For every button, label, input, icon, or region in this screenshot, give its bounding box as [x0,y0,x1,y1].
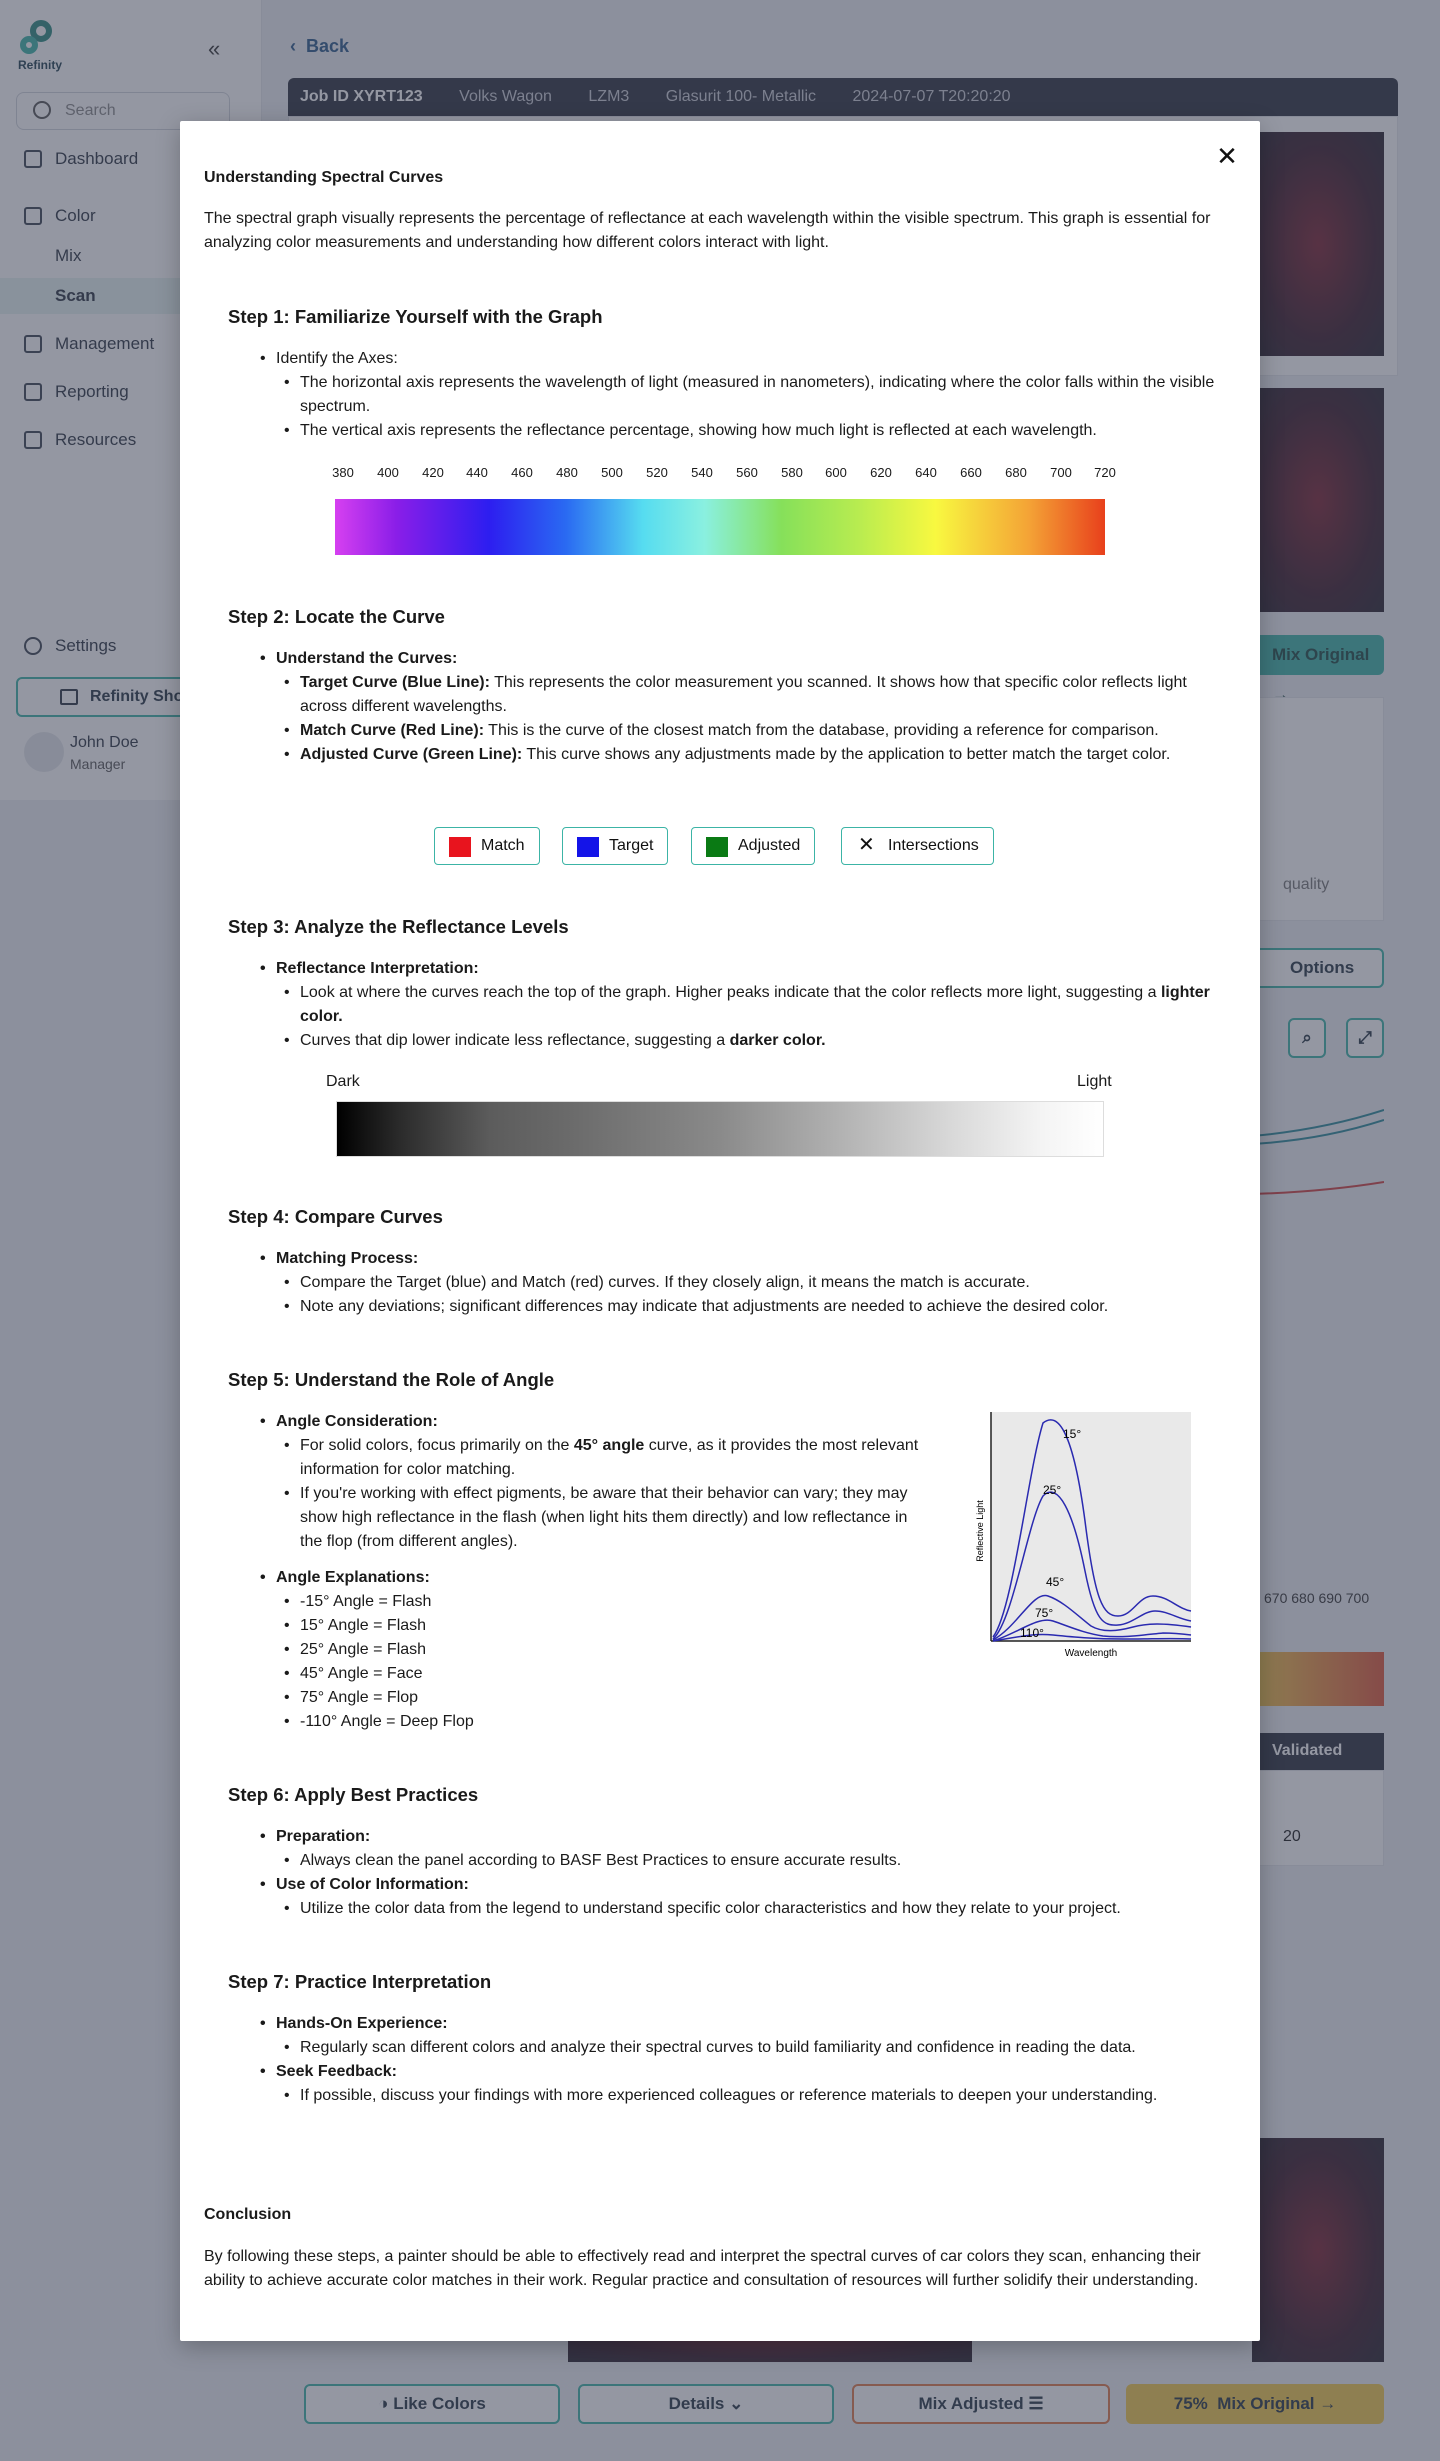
wavelength-tick: 660 [960,465,982,480]
step2-heading: Step 2: Locate the Curve [228,606,445,627]
angle-item: • 75° Angle = Flop [228,1686,928,1710]
chart-label: 110° [1020,1626,1044,1640]
wavelength-tick: 640 [915,465,937,480]
step6-sub2: • Utilize the color data from the legend to understand specific color characteristics and how they relate to your project. [228,1897,1228,1921]
chart-xlabel: Wavelength [1064,1648,1118,1659]
wavelength-tick: 440 [466,465,488,480]
chart-label: 25° [1043,1483,1062,1497]
modal-intro: The spectral graph visually represents the percentage of reflectance at each wavelength within the visible spectrum. This graph is essential for analyzing color measurements and understanding how different colors interact with light. [204,210,1211,251]
wavelength-tick: 560 [736,465,758,480]
step1-sub2: • The vertical axis represents the reflectance percentage, showing how much light is reflected at each wavelength. [228,419,1228,443]
legend-intersections-toggle[interactable] [841,827,994,865]
wavelength-tick: 380 [332,465,354,480]
wavelength-tick: 460 [511,465,533,480]
conclusion-text: By following these steps, a painter should be able to effectively read and interpret the spectral curves of car colors they scan, enhancing their ability to achieve accurate color matches in their work. Regular practice and consultation of resources will further solidify their understanding. [204,2248,1201,2289]
step5-sub1-text2: curve, as it provides the most relevant information for color matching. [300,1437,919,1478]
adjusted-curve-text: This curve shows any adjustments made by the application to better match the target color. [522,746,1171,763]
angle-item: • -110° Angle = Deep Flop [228,1710,928,1734]
legend-intersections-label: Intersections [888,837,979,854]
legend-target-toggle[interactable] [562,827,668,865]
step2-item: • Understand the Curves: [228,647,1228,671]
wavelength-tick: 620 [870,465,892,480]
step3-sub2-bold: darker color. [729,1032,826,1049]
wavelength-tick: 420 [422,465,444,480]
wavelength-ticks [325,465,1125,485]
step7-sub1: • Regularly scan different colors and analyze their spectral curves to build familiarity and confidence in reading the data. [228,2036,1228,2060]
wavelength-tick: 720 [1094,465,1116,480]
step6-body [228,1825,1228,1921]
target-swatch [577,837,599,857]
wavelength-tick: 600 [825,465,847,480]
angle-item: • 45° Angle = Face [228,1662,928,1686]
legend-adjusted-label: Adjusted [738,837,801,854]
chart-label: 75° [1035,1606,1054,1620]
legend-match-toggle[interactable] [434,827,540,865]
reflectance-gradient-bar [336,1101,1104,1157]
spectral-curves-modal [180,121,1260,2341]
step4-item: • Matching Process: [228,1247,1228,1271]
step4-sub2: • Note any deviations; significant differences may indicate that adjustments are needed to achieve the desired color. [228,1295,1228,1319]
angle-curves-chart [973,1411,1193,1661]
step1-item: • Identify the Axes: [228,347,1228,371]
step4-body [228,1247,1228,1319]
step5-sub1-text: For solid colors, focus primarily on the [300,1437,574,1454]
step3-sub1-bold: lighter color. [300,984,1210,1025]
step6-item2: • Use of Color Information: [228,1873,1228,1897]
step6-sub1: • Always clean the panel according to BASF Best Practices to ensure accurate results. [228,1849,1228,1873]
legend-target-label: Target [609,837,654,854]
step3-item: • Reflectance Interpretation: [228,957,1228,981]
step5-heading: Step 5: Understand the Role of Angle [228,1369,555,1390]
step3-heading: Step 3: Analyze the Reflectance Levels [228,916,569,937]
step3-body [228,957,1228,1053]
step2-adjusted-curve [228,743,1228,767]
chart-label: 45° [1046,1575,1065,1589]
step7-body [228,2012,1228,2108]
step5-sub1 [228,1434,928,1482]
wavelength-tick: 520 [646,465,668,480]
angle-item: • -15° Angle = Flash [228,1590,928,1614]
modal-title: Understanding Spectral Curves [204,169,444,186]
step4-sub1: • Compare the Target (blue) and Match (red) curves. If they closely align, it means the match is accurate. [228,1271,1228,1295]
wavelength-tick: 480 [556,465,578,480]
step5-sub2: • If you're working with effect pigments, be aware that their behavior can vary; they may show high reflectance in the flash (when light hits them directly) and low reflectance in the flop (from different angles). [228,1482,928,1554]
step5-item1: • Angle Consideration: [228,1410,928,1434]
legend-adjusted-toggle[interactable] [691,827,815,865]
wavelength-tick: 500 [601,465,623,480]
match-curve-text: This is the curve of the closest match from the database, providing a reference for comparison. [484,722,1159,739]
visible-spectrum-bar [335,499,1105,555]
step4-heading: Step 4: Compare Curves [228,1206,443,1227]
step7-item2: • Seek Feedback: [228,2060,1228,2084]
angle-item: • 25° Angle = Flash [228,1638,928,1662]
chart-label: 15° [1063,1427,1082,1441]
wavelength-tick: 680 [1005,465,1027,480]
angle-item: • 15° Angle = Flash [228,1614,928,1638]
step2-match-curve [228,719,1228,743]
wavelength-tick: 540 [691,465,713,480]
step2-body [228,647,1228,767]
close-icon[interactable]: ✕ [1216,141,1238,171]
step5-body [228,1410,928,1734]
match-curve-label: Match Curve (Red Line): [300,722,485,739]
step1-body [228,347,1228,443]
step7-item1: • Hands-On Experience: [228,2012,1228,2036]
wavelength-tick: 400 [377,465,399,480]
wavelength-tick: 580 [781,465,803,480]
step1-sub1: • The horizontal axis represents the wavelength of light (measured in nanometers), indicating where the color falls within the visible spectrum. [228,371,1228,419]
conclusion-title: Conclusion [204,2206,292,2223]
light-label: Light [1077,1073,1112,1090]
step2-target-curve [228,671,1228,719]
chart-ylabel: Reflective Light [975,1500,985,1562]
step3-sub2 [228,1029,1228,1053]
step6-item1: • Preparation: [228,1825,1228,1849]
dark-label: Dark [326,1073,360,1090]
step3-sub1-text: Look at where the curves reach the top of the graph. Higher peaks indicate that the color reflects more light, suggesting a [300,984,1161,1001]
adjusted-swatch [706,837,728,857]
match-swatch [449,837,471,857]
step1-heading: Step 1: Familiarize Yourself with the Graph [228,306,603,327]
step7-heading: Step 7: Practice Interpretation [228,1971,492,1992]
legend-match-label: Match [481,837,525,854]
step5-sub1-bold: 45° angle [573,1437,645,1454]
target-curve-label: Target Curve (Blue Line): [300,674,490,691]
wavelength-tick: 700 [1050,465,1072,480]
step6-heading: Step 6: Apply Best Practices [228,1784,479,1805]
adjusted-curve-label: Adjusted Curve (Green Line): [300,746,523,763]
target-curve-text: This represents the color measurement you scanned. It shows how that specific color reflects light across different wavelengths. [300,674,1187,715]
step5-item2: • Angle Explanations: [228,1566,928,1590]
step7-sub2: • If possible, discuss your findings with more experienced colleagues or reference materials to deepen your understanding. [228,2084,1228,2108]
step3-sub2-text: Curves that dip lower indicate less reflectance, suggesting a [300,1032,730,1049]
step3-sub1 [228,981,1228,1029]
close-x-icon: ✕ [858,834,875,856]
